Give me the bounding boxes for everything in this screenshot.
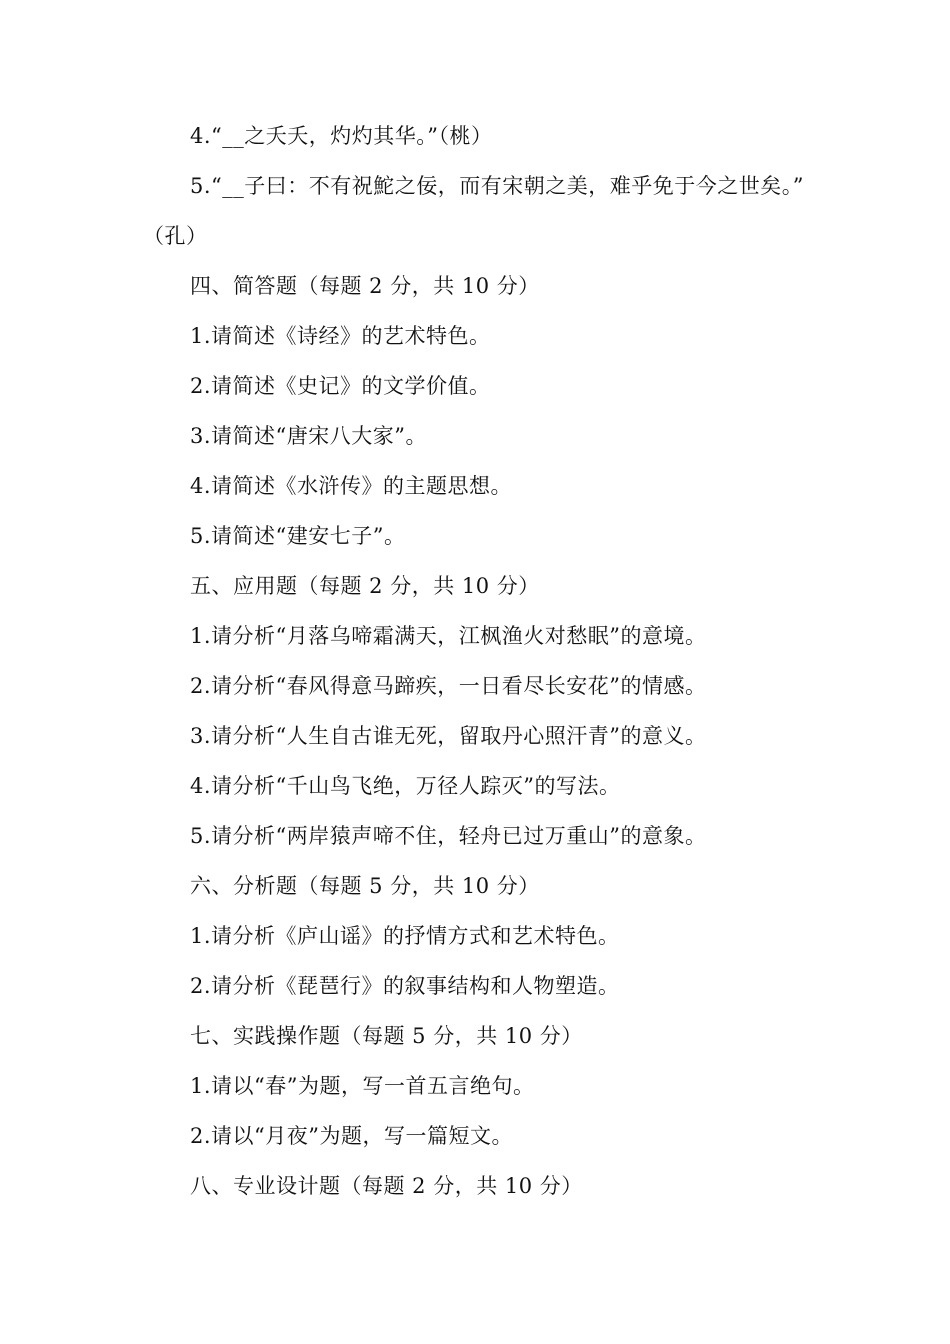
- question-7-2: 2.请以“月夜”为题，写一篇短文。: [190, 1124, 514, 1148]
- question-4-3: 3.请简述“唐宋八大家”。: [190, 424, 428, 448]
- section-6-heading: 六、分析题（每题 5 分，共 10 分）: [190, 874, 540, 898]
- section-4-heading: 四、简答题（每题 2 分，共 10 分）: [190, 274, 540, 298]
- section-8-heading: 八、专业设计题（每题 2 分，共 10 分）: [190, 1174, 583, 1198]
- question-5-3: 3.请分析“人生自古谁无死，留取丹心照汗青”的意义。: [190, 724, 707, 748]
- question-5-2: 2.请分析“春风得意马蹄疾，一日看尽长安花”的情感。: [190, 674, 707, 698]
- question-4-4: 4.请简述《水浒传》的主题思想。: [190, 474, 513, 498]
- question-5-1: 1.请分析“月落乌啼霜满天，江枫渔火对愁眠”的意境。: [190, 624, 707, 648]
- question-5-5: 5.请分析“两岸猿声啼不住，轻舟已过万重山”的意象。: [190, 824, 707, 848]
- section-5-heading: 五、应用题（每题 2 分，共 10 分）: [190, 574, 540, 598]
- question-3-5: 5.“__子曰：不有祝鮀之佞，而有宋朝之美，难乎免于今之世矣。”: [190, 174, 805, 198]
- question-4-2: 2.请简述《史记》的文学价值。: [190, 374, 491, 398]
- question-4-1: 1.请简述《诗经》的艺术特色。: [190, 324, 491, 348]
- question-6-2: 2.请分析《琵琶行》的叙事结构和人物塑造。: [190, 974, 620, 998]
- question-4-5: 5.请简述“建安七子”。: [190, 524, 406, 548]
- question-6-1: 1.请分析《庐山谣》的抒情方式和艺术特色。: [190, 924, 620, 948]
- question-3-4: 4.“__之夭夭，灼灼其华。”（桃）: [190, 124, 493, 148]
- question-5-4: 4.请分析“千山鸟飞绝，万径人踪灭”的写法。: [190, 774, 621, 798]
- section-7-heading: 七、实践操作题（每题 5 分，共 10 分）: [190, 1024, 583, 1048]
- question-7-1: 1.请以“春”为题，写一首五言绝句。: [190, 1074, 535, 1098]
- question-3-5-continued: （孔）: [143, 224, 208, 248]
